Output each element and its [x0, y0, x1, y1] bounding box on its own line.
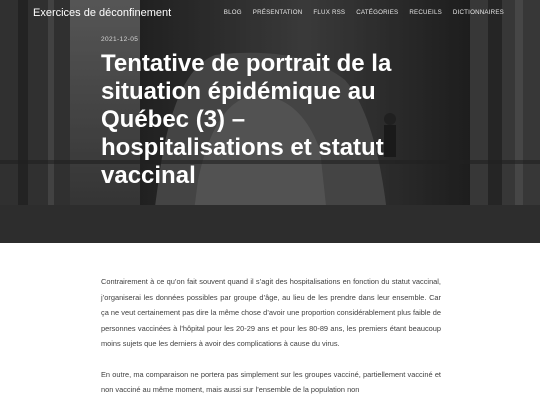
nav-item-presentation[interactable]: PRÉSENTATION: [252, 9, 303, 16]
nav-item-recueils[interactable]: RECUEILS: [409, 9, 442, 16]
nav-item-categories[interactable]: CATÉGORIES: [356, 9, 399, 16]
top-bar: [0, 0, 540, 28]
post-paragraph: Contrairement à ce qu’on fait souvent quand il s’agit des hospitalisations en fonction du statut vaccinal, j’organiserai les données possibles par groupe d’âge, au lieu de les prendre dans leur ensemble. Car ça ne veut certainement pas dire la même chose d’avoir une proportion considérablement plus faible de personnes vaccinées à l’hôpital pour les 20-29 ans et pour les 80-89 ans, les premiers étant beaucoup moins sujets que les derniers à avoir des complications à cause du virus.: [101, 277, 441, 348]
site-title-link[interactable]: Exercices de déconfinement: [33, 7, 172, 19]
post-paragraph: En outre, ma comparaison ne portera pas simplement sur les groupes vacciné, partiellement vacciné et non vacciné au même moment, mais aussi sur l’ensemble de la population non: [101, 369, 441, 394]
nav-item-rss[interactable]: FLUX RSS: [313, 9, 346, 16]
main-nav: [224, 9, 504, 16]
post-date: 2021-12-05: [101, 36, 139, 43]
nav-item-dictionnaires[interactable]: DICTIONNAIRES: [452, 9, 504, 16]
nav-item-blog[interactable]: BLOG: [223, 9, 242, 16]
post-content: [101, 274, 441, 413]
post-title: Tentative de portrait de la situation épidémique au Québec (3) – hospitalisations et statut vaccinal: [101, 50, 392, 189]
